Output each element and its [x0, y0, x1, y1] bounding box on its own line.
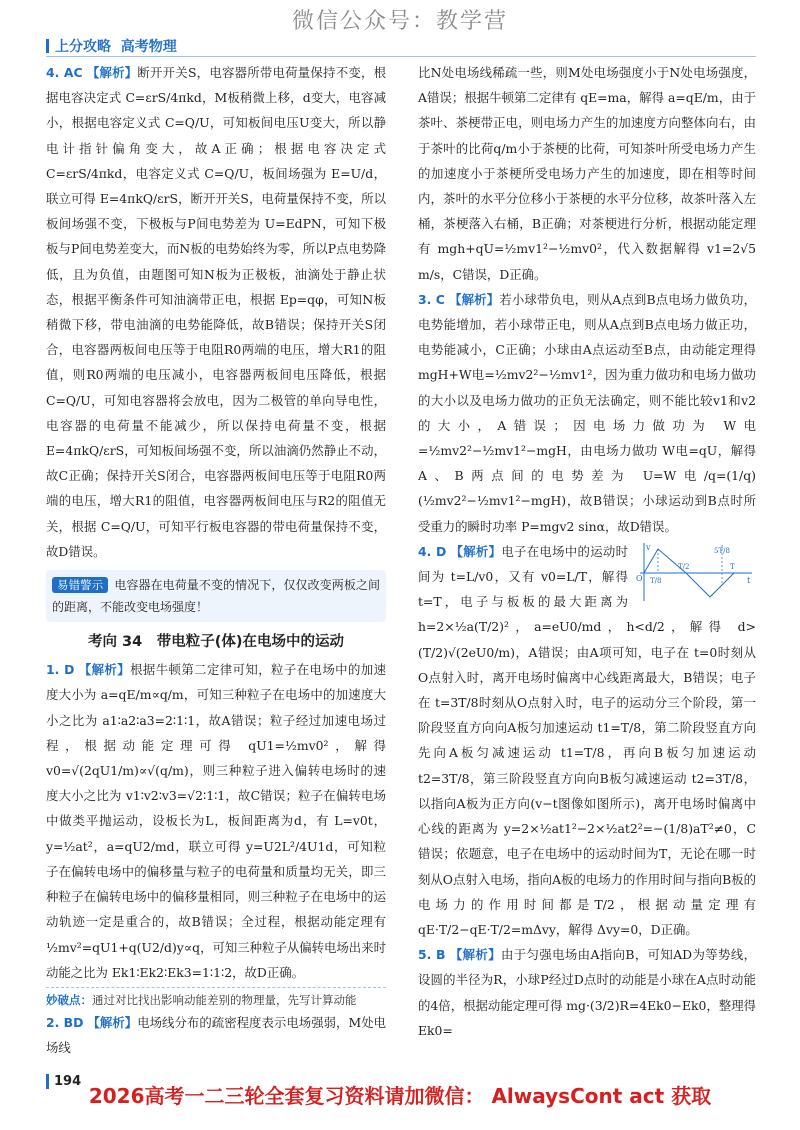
analysis-tag: 【解析】 — [449, 947, 501, 963]
answer-number: 2. BD — [46, 1014, 84, 1030]
diagram-label-o: O — [636, 573, 643, 583]
header-divider — [46, 56, 756, 57]
warning-box — [46, 570, 386, 622]
diagram-label-tt: T — [730, 562, 735, 571]
analysis-tag: 【解析】 — [450, 543, 502, 559]
answer-text: 断开开关S，电容器所带电荷量保持不变，根据电容决定式 C=εrS/4πkd，M板稍微上移，d变大，电容减小，根据电容定义式 C=Q/U，可知板间电压U变大，所以静电计指针偏角变大，故A正确；根据电容决定式 C=εrS/4πkd，电容定义式 C=Q/U，板间场强为 E=U/d，联立可得 E=4πkQ/εrS，断开开关S，电荷量保持不变，所以板间场强不变，下极板与P间电势差为 U=EdPN，可知下极板与P间电势差变大，而N板的电势始终为零，所以P点电势降低，且为负值，由题图可知N板为正极板，油滴处于静止状态，根据平衡条件可知油滴带正电，根据 Ep=qφ，可知N板稍微下移，带电油滴的电势能降低，故B错误；保持开关S闭合，电容器两板间电压等于电阻R0两端的电压，增大R1的阻值，则R0两端的电压减小，电容器两板间电压降低，根据 C=Q/U，可知电容器将会放电，因为二极管的单向导电性，电容器的电荷量不能减少，所以保持电荷量不变，根据 E=4πkQ/εrS，可知板间场强不变，所以油滴仍然静止不动，故C正确；保持开关S闭合，电容器两板间电压等于电阻R0两端的电压，增大R1的阻值，电容器两板间电压与R2的阻值无关，根据 C=Q/U，可知平行板电容器的带电荷量保持不变，故D错误。 — [46, 65, 387, 559]
right-column — [418, 60, 756, 1043]
answer-text: 电子在电场中的运动时间为 t=L/v0，又有 v0=L/T，解得 t=T，电子与板板的最大距离为 h=2×½a(T/2)²，a=eU0/md，h<d/2，解得 d>(T/2)√(2eU0/m)，A错误；由A项可知，电子在 t=0时刻从O点射入时，离开电场时偏离中心线距离最大，B错误；电子在 t=3T/8时刻从O点射入时，电子的运动分三个阶段，第一阶段竖直方向向A板匀加速运动 t1=T/8，第二阶段竖直方向先向A板匀减速运动 t1=T/8，再向B板匀加速运动 t2=3T/8，第三阶段竖直方向向B板匀减速运动 t2=3T/8，以指向A板为正方向(v−t图像如图所示)，离开电场时偏离中心线的距离为 y=2×½at1²−2×½at2²=−(1/8)aT²≠0，C错误；依题意，电子在电场中的运动时间为T，无论在哪一时刻从O点射入电场，指向A板的电场力的作用时间与指向B板的电场力的作用时间都是T/2，根据动量定理有 qE·T/2−qE·T/2=mΔvy，解得 Δvy=0，D正确。 — [418, 543, 756, 937]
warning-badge: 易错警示 — [52, 577, 108, 593]
answer-number: 4. AC — [46, 65, 83, 80]
analysis-tag: 【解析】 — [87, 1014, 138, 1030]
analysis-tag: 【解析】 — [86, 65, 138, 80]
tip-badge: 妙破点： — [46, 992, 92, 1007]
warning-text: 电容器在电荷量不变的情况下，仅仅改变两板之间的距离，不能改变电场强度！ — [52, 578, 380, 615]
diagram-label-t: t — [747, 575, 751, 585]
answer-text: 电场线分布的疏密程度表示电场强弱，M处电场线 — [46, 1014, 387, 1056]
diagram-label-t58: 5T/8 — [714, 546, 730, 555]
answer-number: 3. C — [418, 291, 445, 307]
tip-note — [46, 987, 386, 1010]
answer-number: 4. D — [418, 543, 447, 559]
answer-5-b — [418, 942, 756, 1043]
footer-banner: 2026高考一二三轮全套复习资料请加微信： AlwaysCont act 获取 — [88, 1084, 712, 1108]
answer-2-bd — [46, 1010, 386, 1060]
section-title: 考向 34 带电粒子(体)在电场中的运动 — [88, 634, 344, 651]
answer-1-d — [46, 657, 386, 985]
answer-text: 由于匀强电场由A指向B，可知AD为等势线，设圆的半径为R，小球P经过D点时的动能是小球在A点时动能的4倍，根据动能定理可得 mg·(3/2)R=4Ek0−Ek0，整理得 Ek0= — [418, 947, 756, 1038]
top-watermark: 微信公众号：教学营 — [291, 9, 508, 34]
vt-diagram — [634, 541, 756, 603]
answer-text: 根据牛顿第二定律可知，粒子在电场中的加速度大小为 a=qE/m∝q/m，可知三种粒子在电场中的加速度大小之比为 a1∶a2∶a3=2∶1∶1，故A错误；粒子经过加速电场过程，根据动能定理可得 qU1=½mv0²，解得 v0=√(2qU1/m)∝√(q/m)，则三种粒子进入偏转电场时的速度大小之比为 v1∶v2∶v3=√2∶1∶1，故C错误；粒子在偏转电场中做类平抛运动，设板长为L，板间距离为d，有 L=v0t，y=½at²，a=qU2/md，联立可得 y=U2L²/4U1d，可知粒子在偏转电场中的偏移量与粒子的电荷量和质量均无关，即三种粒子在偏转电场中的偏移量相同，则三种粒子在电场中的运动轨迹一定是重合的，故B错误；全过程，根据动能定理有 ½mv²=qU1+q(U2/d)y∝q，可知三种粒子从偏转电场出来时动能之比为 Ek1∶Ek2∶Ek3=1∶1∶2，故D正确。 — [46, 662, 386, 980]
answer-2-continued: 比N处电场线稀疏一些，则M处电场强度小于N处电场强度，A错误；根据牛顿第二定律有 qE=ma，解得 a=qE/m，由于茶叶、茶梗带正电，则电场力产生的加速度方向整体向右，由于茶叶的比荷q/m小于茶梗的比荷，可知茶叶所受电场力产生的加速度小于茶梗所受电场力产生的加速度，即在相等时间内，茶叶的水平分位移小于茶梗的水平分位移，故茶叶落入左桶，茶梗落入右桶，B正确；对茶梗进行分析，根据动能定理有 mgh+qU=½mv1²−½mv0²，代入数据解得 v1=2√5 m/s，C错误，D正确。 — [418, 65, 756, 282]
answer-text: 若小球带负电，则从A点到B点电场力做负功，电势能增加，若小球带正电，则从A点到B点电场力做正功，电势能减小，C正确；小球由A点运动至B点，由动能定理得 mgH+W电=½mv2²−½mv1²，因为重力做功和电场力做功的大小以及电场力做功的正负无法确定，则不能比较v1和v2的大小，A错误；因电场力做功为 W电=½mv2²−½mv1²−mgH，由电场力做功 W电=qU，解得A、B两点间的电势差为 U=W电/q=(1/q)(½mv2²−½mv1²−mgH)，故B错误；小球运动到B点时所受重力的瞬时功率 P=mgv2 sinα，故D错误。 — [418, 291, 756, 534]
diagram-label-t2: T/2 — [678, 562, 690, 571]
diagram-label-t8: T/8 — [650, 576, 662, 585]
answer-4-d — [418, 539, 756, 942]
answer-3-c — [418, 287, 756, 539]
answer-number: 5. B — [418, 947, 446, 963]
tip-text: 通过对比找出影响动能差别的物理量，先写计算动能 — [92, 992, 357, 1007]
page-header — [46, 36, 177, 56]
analysis-tag: 【解析】 — [448, 291, 500, 307]
left-column — [46, 60, 386, 1060]
page-number: 194 — [46, 1074, 81, 1089]
answer-4-ac — [46, 60, 386, 564]
header-subject: 高考物理 — [120, 39, 177, 55]
header-series: 上分攻略 — [55, 39, 111, 55]
diagram-label-v: v — [646, 542, 651, 552]
analysis-tag: 【解析】 — [78, 662, 131, 678]
header-bar — [46, 39, 49, 53]
answer-number: 1. D — [46, 662, 75, 678]
